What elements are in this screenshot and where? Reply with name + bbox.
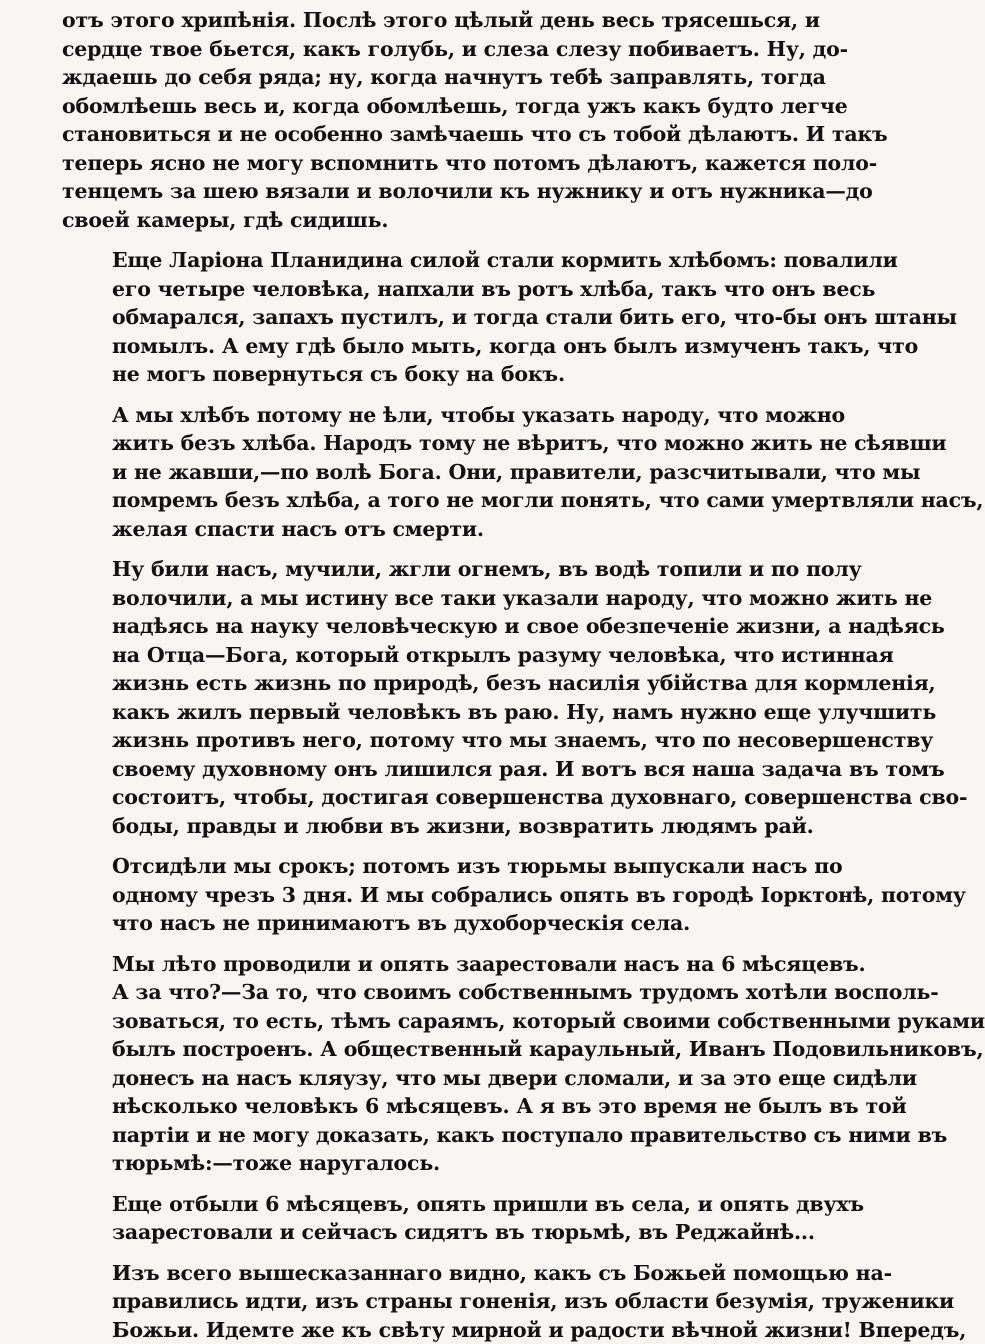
text-line: Мы лѣто проводили и опять заарестовали насъ на 6 мѣсяцевъ. [62, 950, 798, 979]
text-line: тенцемъ за шею вязали и волочили къ нужнику и отъ нужника—до [62, 177, 798, 206]
text-line: жизнь есть жизнь по природѣ, безъ насилія убійства для кормленія, [62, 669, 798, 698]
text-line: какъ жилъ первый человѣкъ въ раю. Ну, намъ нужно еще улучшить [62, 698, 798, 727]
text-line: Божьи. Идемте же къ свѣту мирной и радости вѣчной жизни! Впередъ, [62, 1316, 798, 1344]
paragraph-p8 [62, 1259, 798, 1344]
text-line: донесъ на насъ кляузу, что мы двери сломали, и за это еще сидѣли [62, 1064, 798, 1093]
text-line: и не жавши,—по волѣ Бога. Они, правители, разсчитывали, что мы [62, 458, 798, 487]
text-line: жизнь противъ него, потому что мы знаемъ, что по несовершенству [62, 726, 798, 755]
paragraph-p3 [62, 401, 798, 544]
text-line: ждаешь до себя ряда; ну, когда начнутъ тебѣ заправлять, тогда [62, 63, 798, 92]
text-line: состоитъ, чтобы, достигая совершенства духовнаго, совершенства сво- [62, 783, 798, 812]
text-line: жить безъ хлѣба. Народъ тому не вѣритъ, что можно жить не сѣявши [62, 429, 798, 458]
paragraph-p6 [62, 950, 798, 1178]
paragraph-p5 [62, 852, 798, 938]
text-line: на Отца—Бога, который открылъ разуму человѣка, что истинная [62, 641, 798, 670]
text-line: зоваться, то есть, тѣмъ сараямъ, который своими собственными руками [62, 1007, 798, 1036]
text-line: Еще Ларіона Планидина силой стали кормить хлѣбомъ: повалили [62, 246, 798, 275]
text-line: Отсидѣли мы срокъ; потомъ изъ тюрьмы выпускали насъ по [62, 852, 798, 881]
text-line: своему духовному онъ лишился рая. И вотъ вся наша задача въ томъ [62, 755, 798, 784]
text-line: Изъ всего вышесказаннаго видно, какъ съ Божьей помощью на- [62, 1259, 798, 1288]
paragraph-p7 [62, 1190, 798, 1247]
text-line: боды, правды и любви въ жизни, возвратить людямъ рай. [62, 812, 798, 841]
text-line: своей камеры, гдѣ сидишь. [62, 206, 798, 235]
text-line: нѣсколько человѣкъ 6 мѣсяцевъ. А я въ это время не былъ въ той [62, 1092, 798, 1121]
text-line: обомлѣешь весь и, когда обомлѣешь, тогда ужъ какъ будто легче [62, 92, 798, 121]
text-line: желая спасти насъ отъ смерти. [62, 515, 798, 544]
text-line: заарестовали и сейчасъ сидятъ въ тюрьмѣ, въ Реджайнѣ... [62, 1218, 798, 1247]
text-line: Ну били насъ, мучили, жгли огнемъ, въ водѣ топили и по полу [62, 555, 798, 584]
text-line: правились идти, изъ страны гоненія, изъ области безумія, труженики [62, 1287, 798, 1316]
paragraph-p4 [62, 555, 798, 840]
text-line: что насъ не принимаютъ въ духоборческія села. [62, 909, 798, 938]
paragraph-p1 [62, 6, 798, 234]
text-line: сердце твое бьется, какъ голубь, и слеза слезу побиваетъ. Ну, до- [62, 35, 798, 64]
text-line: тюрьмѣ:—тоже наругалось. [62, 1149, 798, 1178]
text-line: надѣясь на науку человѣческую и свое обезпеченіе жизни, а надѣясь [62, 612, 798, 641]
text-line: становиться и не особенно замѣчаешь что съ тобой дѣлаютъ. И такъ [62, 120, 798, 149]
text-line: партіи и не могу доказать, какъ поступало правительство съ ними въ [62, 1121, 798, 1150]
text-line: былъ построенъ. А общественный караульный, Иванъ Подовильниковъ, [62, 1035, 798, 1064]
text-line: А мы хлѣбъ потому не ѣли, чтобы указать народу, что можно [62, 401, 798, 430]
text-line: помремъ безъ хлѣба, а того не могли понять, что сами умертвляли насъ, [62, 486, 798, 515]
text-line: отъ этого хрипѣнія. Послѣ этого цѣлый день весь трясешься, и [62, 6, 798, 35]
text-line: Еще отбыли 6 мѣсяцевъ, опять пришли въ села, и опять двухъ [62, 1190, 798, 1219]
text-line: А за что?—За то, что своимъ собственнымъ трудомъ хотѣли восполь- [62, 978, 798, 1007]
text-line: помылъ. А ему гдѣ было мыть, когда онъ былъ измученъ такъ, что [62, 332, 798, 361]
text-line: обмарался, запахъ пустилъ, и тогда стали бить его, что-бы онъ штаны [62, 303, 798, 332]
text-line: не могъ повернуться съ боку на бокъ. [62, 360, 798, 389]
paragraph-p2 [62, 246, 798, 389]
text-line: одному чрезъ 3 дня. И мы собрались опять въ городѣ Іорктонѣ, потому [62, 881, 798, 910]
text-line: теперь ясно не могу вспомнить что потомъ дѣлаютъ, кажется поло- [62, 149, 798, 178]
text-line: его четыре человѣка, напхали въ ротъ хлѣба, такъ что онъ весь [62, 275, 798, 304]
text-line: волочили, а мы истину все таки указали народу, что можно жить не [62, 584, 798, 613]
